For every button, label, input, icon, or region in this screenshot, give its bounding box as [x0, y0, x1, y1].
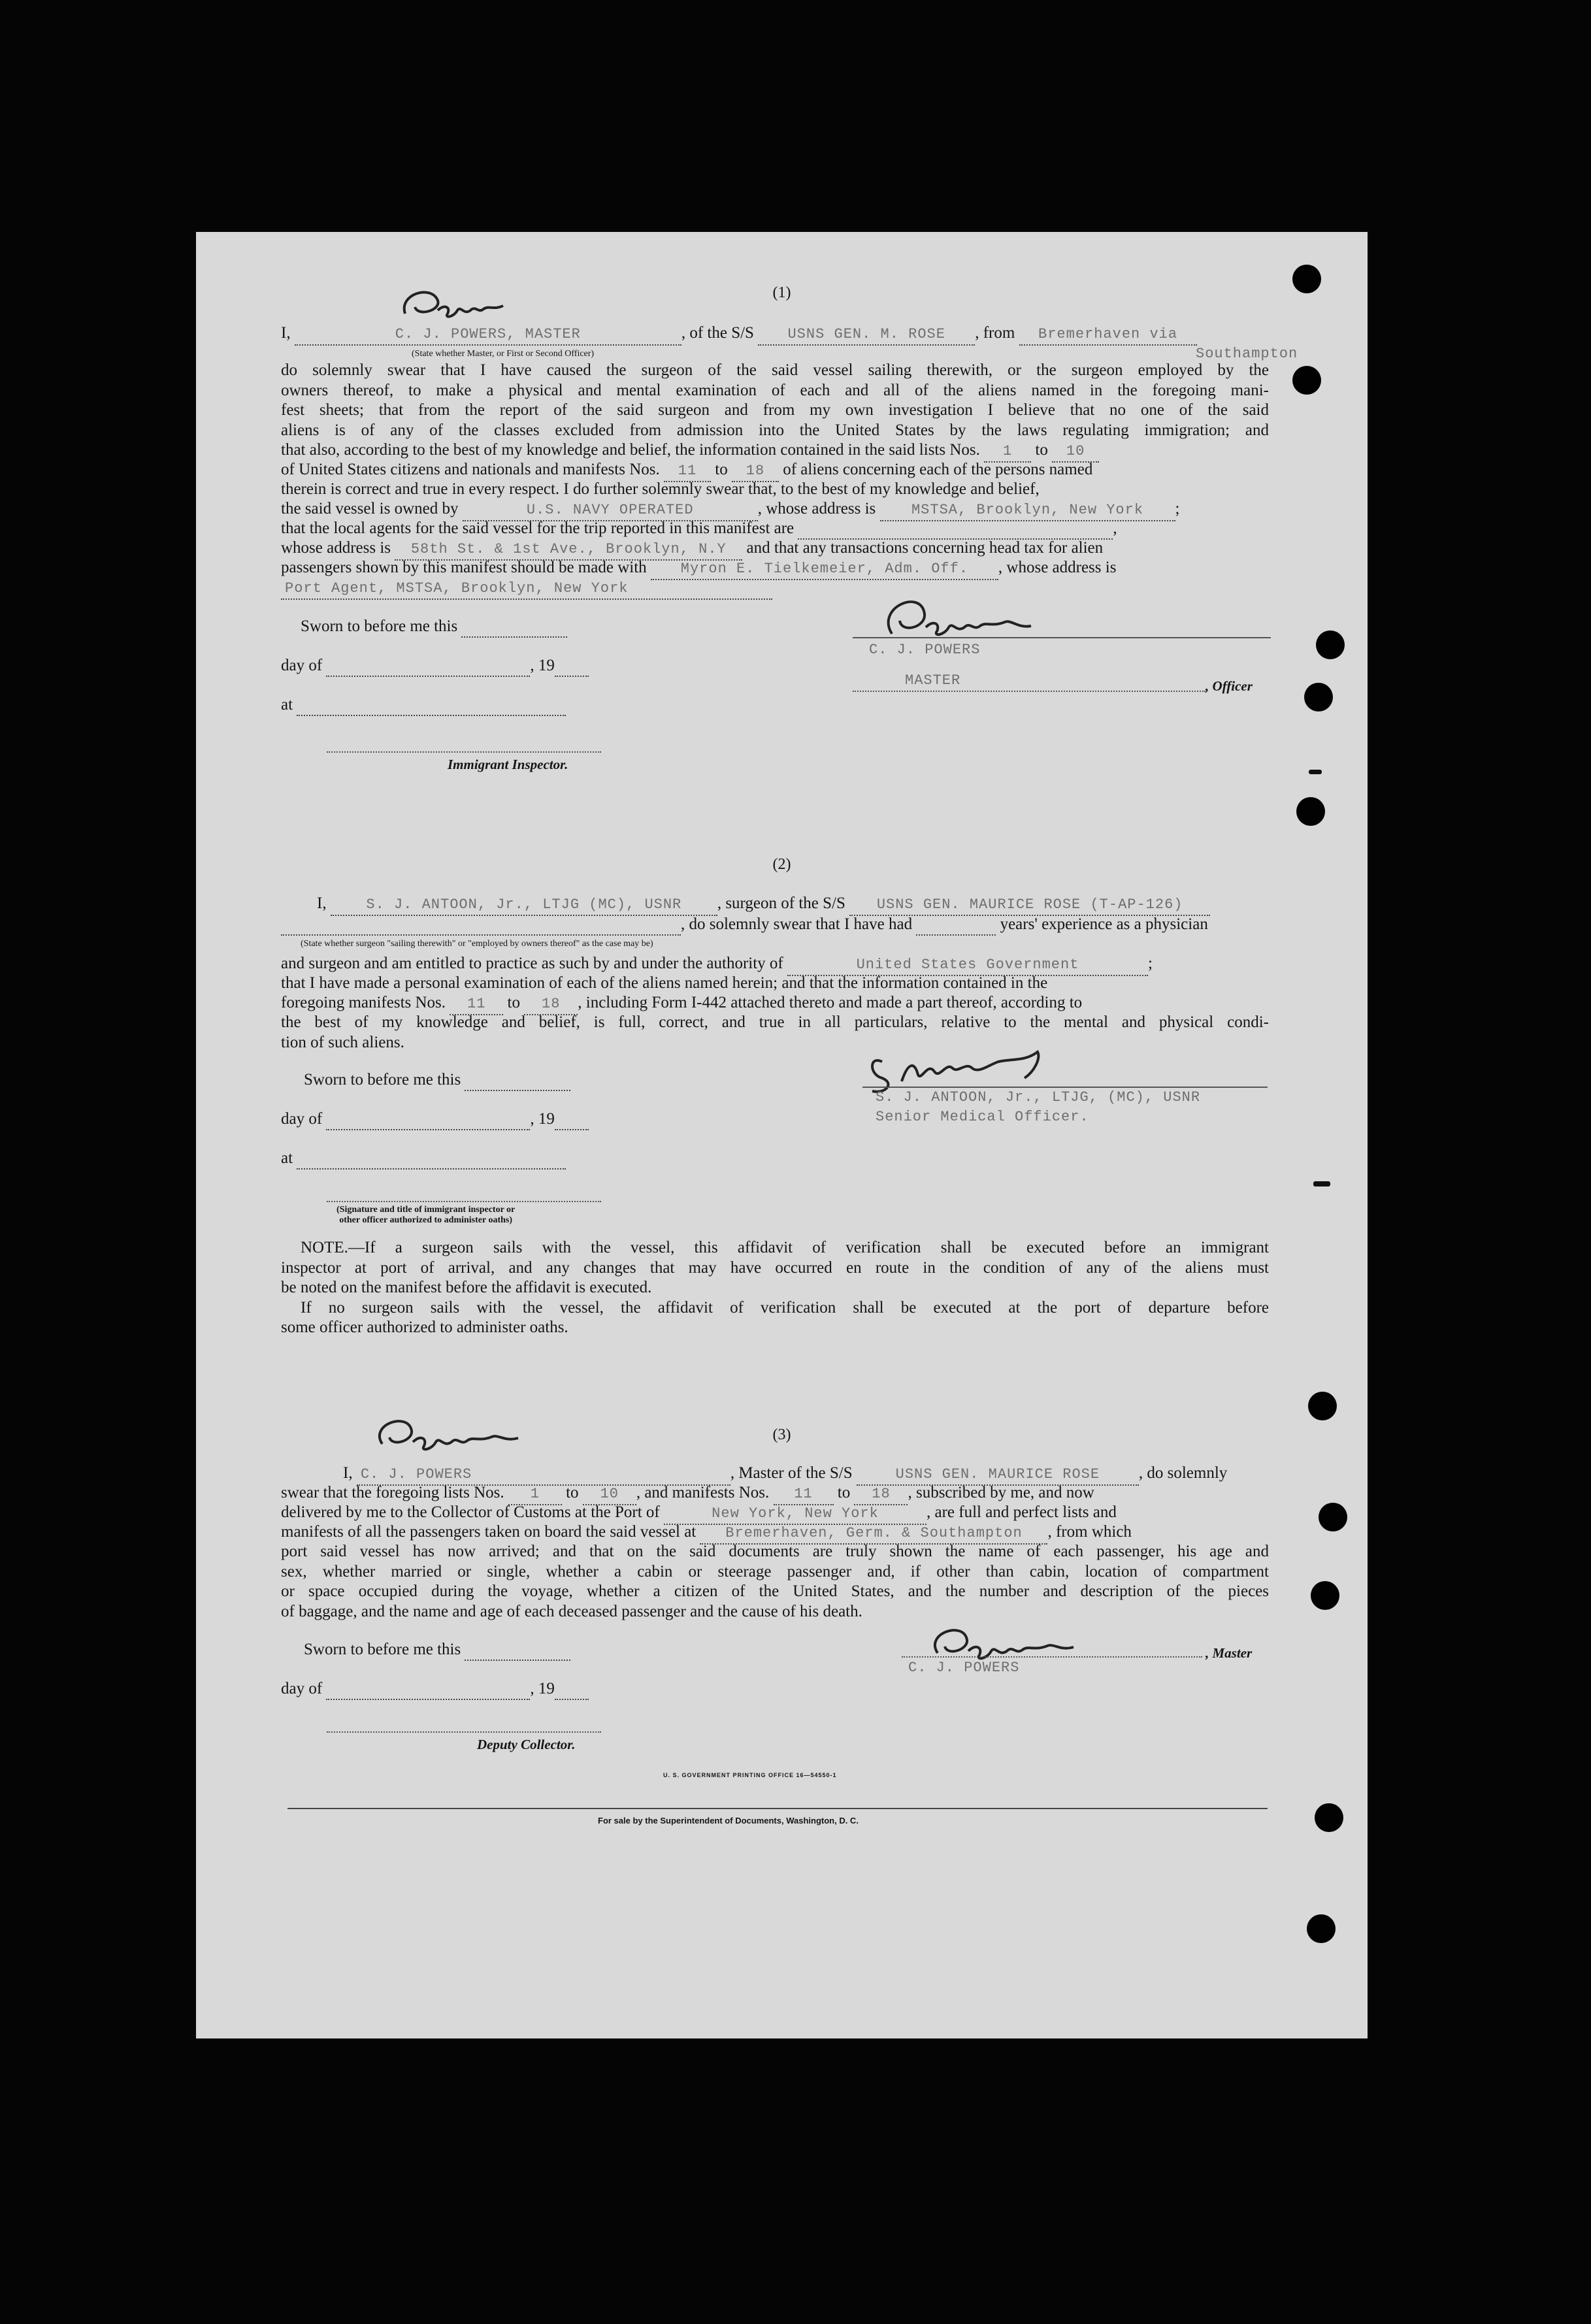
note-text: —If a surgeon sails with the vessel, this affidavit of verification shall be executed before an immigrant	[348, 1239, 1269, 1256]
lists-to-field: 10	[1052, 442, 1099, 463]
citizens-post-text: of aliens concerning each of the persons named	[783, 461, 1093, 478]
collector-signature-line	[327, 1731, 601, 1733]
officer-label: , Officer	[1206, 678, 1253, 694]
affidavit-2-body-line: that I have made a personal examination of each of the aliens named herein; and that the information contained in the	[281, 974, 1048, 992]
day-of-text: day of	[281, 657, 323, 674]
affidavit-1-sworn	[301, 617, 567, 638]
years-experience-text: years' experience as a physician	[1000, 915, 1208, 933]
affidavit-1-body	[281, 361, 1269, 440]
lists-from-field-3: 1	[508, 1484, 562, 1505]
affidavit-3-line-2	[281, 1483, 1094, 1505]
owned-text: the said vessel is owned by	[281, 500, 459, 517]
surgeon-to-word: to	[507, 994, 520, 1011]
punch-mark	[1309, 770, 1322, 774]
year-field	[555, 1109, 589, 1130]
agents-address-field: 58th St. & 1st Ave., Brooklyn, N.Y	[395, 540, 742, 561]
surgeon-of-text: , surgeon of the S/S	[717, 894, 845, 912]
affidavit-2-authority-line: and surgeon and am entitled to practice as such by and under the authority of United States Government ;	[281, 954, 1153, 976]
binder-hole	[1307, 1914, 1336, 1943]
binder-hole	[1316, 630, 1345, 659]
affidavit-2-line-2	[281, 915, 1208, 936]
master-title: MASTER	[905, 672, 961, 689]
for-sale-line: For sale by the Superintendent of Documents, Washington, D. C.	[598, 1816, 859, 1825]
footer-rule	[287, 1808, 1268, 1809]
year-prefix: 19	[538, 1110, 555, 1128]
full-perfect-text: , are full and perfect lists and	[927, 1503, 1117, 1521]
surgeon-name-field: S. J. ANTOON, Jr., LTJG (MC), USNR	[331, 895, 717, 916]
owner-field: U.S. NAVY OPERATED	[463, 500, 758, 521]
years-experience-field	[916, 915, 996, 936]
tax-person-field: Myron E. Tielkemeier, Adm. Off.	[651, 559, 998, 580]
surgeon-signed-title: Senior Medical Officer.	[876, 1109, 1089, 1125]
subscribed-text: , subscribed by me, and now	[908, 1484, 1094, 1501]
affidavit-2-foregoing-line	[281, 993, 1082, 1015]
affidavit-1-body-line: aliens is of any of the classes excluded from admission into the United States by the laws regulating immigration; and	[281, 421, 1269, 439]
day-of-text: day of	[281, 1680, 323, 1697]
foregoing-text: foregoing manifests Nos.	[281, 994, 446, 1011]
vessel-name-field-3: USNS GEN. MAURICE ROSE	[857, 1465, 1139, 1486]
year-prefix: 19	[538, 1680, 555, 1697]
note-line: be noted on the manifest before the affidavit is executed.	[281, 1279, 652, 1296]
lists-to-field-3: 10	[583, 1484, 636, 1505]
master-state-note: (State whether Master, or First or Second Officer)	[412, 349, 595, 359]
affidavit-1-from: , from	[975, 324, 1015, 342]
manifest-affidavit-page	[196, 232, 1368, 2038]
affidavit-3-number: (3)	[772, 1426, 791, 1443]
master-signed-name: C. J. POWERS	[869, 642, 981, 658]
head-tax-text: and that any transactions concerning head tax for alien	[746, 539, 1104, 557]
affidavit-1-manifests-line	[281, 460, 1092, 482]
printing-office-line: U. S. GOVERNMENT PRINTING OFFICE 16—54550-1	[663, 1772, 837, 1778]
affidavit-3-body-line: or space occupied during the voyage, whether a citizen of the United States, and the number and description of the pieces	[281, 1582, 1269, 1600]
do-solemnly-text: , do solemnly	[1138, 1464, 1228, 1482]
note-line: inspector at port of arrival, and any changes that may have occurred en route in the condition of any of the aliens must	[281, 1258, 1269, 1277]
officer-line	[853, 691, 1206, 692]
affidavit-1-agents-line: that the local agents for the said vessel for the trip reported in this manifest are ,	[281, 519, 1117, 540]
at-text: at	[281, 1149, 293, 1167]
affidavit-1-line-1	[281, 323, 1274, 346]
day-of-field	[326, 1109, 530, 1130]
year-prefix: 19	[538, 657, 555, 674]
note-para-2: If no surgeon sails with the vessel, the affidavit of verification shall be executed at the port of departure before	[301, 1298, 1269, 1317]
binder-hole	[1315, 1803, 1343, 1832]
day-of-field	[326, 656, 530, 677]
citizens-text: of United States citizens and nationals and manifests Nos.	[281, 461, 660, 478]
affidavit-1-of-the: , of the S/S	[681, 324, 754, 342]
master-name-field: C. J. POWERS, MASTER	[295, 325, 681, 346]
binder-hole	[1296, 797, 1325, 826]
manifests-text-3: , and manifests Nos.	[636, 1484, 770, 1501]
tax-post-text: , whose address is	[998, 559, 1117, 576]
affidavit-2-body-line: tion of such aliens.	[281, 1033, 404, 1051]
deputy-collector-label: Deputy Collector.	[477, 1737, 576, 1752]
affidavit-1-number: (1)	[772, 284, 791, 301]
from-which-text: , from which	[1047, 1523, 1132, 1541]
manifests-from-field-3: 11	[774, 1484, 834, 1505]
affidavit-1-i: I,	[281, 324, 291, 342]
swear-had-text: , do solemnly swear that I have had	[681, 915, 913, 933]
tax-address-field: Port Agent, MSTSA, Brooklyn, New York	[281, 579, 772, 600]
affidavit-3-body	[281, 1542, 1269, 1622]
lists-from-field: 1	[984, 442, 1031, 463]
binder-hole	[1304, 683, 1333, 712]
at-text: at	[281, 696, 293, 713]
binder-hole	[1311, 1581, 1339, 1610]
master-signature-line	[853, 637, 1271, 638]
manifests-to-field-3: 18	[854, 1484, 908, 1505]
affidavit-1-at	[281, 695, 566, 716]
affidavit-2-at	[281, 1149, 566, 1170]
at-field	[297, 695, 566, 716]
signature-note-line: (Signature and title of immigrant inspector or	[336, 1205, 516, 1215]
sworn-day-field	[465, 1640, 570, 1661]
year-field	[555, 656, 589, 677]
agents-text: that the local agents for the said vessel for the trip reported in this manifest are	[281, 519, 795, 537]
affidavit-3-body-line: of baggage, and the name and age of each deceased passenger and the cause of his death.	[281, 1602, 862, 1620]
sworn-text: Sworn to before me this	[304, 1641, 461, 1658]
immigrant-inspector-label: Immigrant Inspector.	[448, 757, 568, 772]
manifests-to-field: 18	[732, 461, 779, 482]
sworn-text: Sworn to before me this	[304, 1071, 461, 1088]
binder-hole	[1292, 366, 1321, 395]
surgeon-manifests-to-field: 18	[524, 994, 578, 1015]
master-label: , Master	[1206, 1645, 1253, 1661]
affidavit-1-address-line	[281, 538, 1103, 561]
affidavit-3-line-1	[343, 1464, 1227, 1486]
day-of-text: day of	[281, 1110, 323, 1128]
signature-note-line: other officer authorized to administer oaths)	[339, 1215, 513, 1225]
day-of-field	[326, 1679, 530, 1700]
affidavit-2-day: day of , 19	[281, 1109, 589, 1130]
year-field	[555, 1679, 589, 1700]
affidavit-1-tax-line	[281, 558, 1116, 580]
taken-on-board-text: manifests of all the passengers taken on board the said vessel at	[281, 1523, 697, 1541]
affidavit-3-line-4	[281, 1522, 1132, 1545]
surgeon-signed-name: S. J. ANTOON, Jr., LTJG, (MC), USNR	[876, 1089, 1201, 1105]
note-para-2-end: some officer authorized to administer oaths.	[281, 1318, 568, 1336]
from-port-field: Bremerhaven via	[1019, 325, 1197, 346]
swear-lists-text: swear that the foregoing lists Nos.	[281, 1484, 504, 1501]
master-name-field-3: C. J. POWERS	[357, 1465, 730, 1486]
note-label: NOTE.	[301, 1239, 348, 1256]
note-block	[281, 1238, 1269, 1338]
sworn-day-field	[465, 1070, 570, 1091]
affidavit-2-line-1	[317, 894, 1210, 916]
affidavit-1-body-line: do solemnly swear that I have caused the surgeon of the said vessel sailing therewith, or the surgeon employed by the	[281, 361, 1269, 379]
affidavit-2-sworn	[304, 1070, 570, 1091]
surgeon-state-note: (State whether surgeon "sailing therewith" or "employed by owners thereof" as the case may be)	[301, 939, 653, 949]
affidavit-2-body-end	[281, 1013, 1269, 1053]
authority-field: United States Government	[787, 955, 1148, 976]
binder-hole	[1319, 1503, 1347, 1531]
delivered-text: delivered by me to the Collector of Customs at the Port of	[281, 1503, 660, 1521]
lists-text: that also, according to the best of my knowledge and belief, the information contained in the said lists Nos.	[281, 441, 980, 459]
owner-address-field: MSTSA, Brooklyn, New York	[880, 500, 1175, 521]
affidavit-3-i: I,	[343, 1464, 353, 1482]
inspector-signature-line	[327, 751, 601, 753]
manifests-to-word: to	[715, 461, 728, 478]
signature-note	[336, 1205, 515, 1226]
affidavit-3-body-line: sex, whether married or single, whether a cabin or steerage passenger and, if other than cabin, location of compartment	[281, 1562, 1269, 1580]
affidavit-3-day: day of , 19	[281, 1679, 589, 1700]
boarding-ports-field: Bremerhaven, Germ. & Southampton	[700, 1524, 1047, 1545]
agents-field	[798, 519, 1113, 540]
officer-signature-line	[327, 1201, 601, 1202]
sworn-day-field	[461, 617, 567, 638]
affidavit-3-sworn	[304, 1640, 570, 1661]
port-field: New York, New York	[664, 1504, 927, 1525]
surgeon-status-field	[281, 915, 681, 936]
from-port-continued: Southampton	[1196, 346, 1298, 362]
affidavit-3-body-line: port said vessel has now arrived; and that on the said documents are truly shown the name of each passenger, his age and	[281, 1543, 1269, 1560]
tax-text: passengers shown by this manifest should be made with	[281, 559, 647, 576]
surgeon-vessel-field: USNS GEN. MAURICE ROSE (T-AP-126)	[849, 895, 1210, 916]
master-signature-3	[366, 1408, 549, 1460]
foregoing-post-text: , including Form I-442 attached thereto and made a part thereof, according to	[578, 994, 1083, 1011]
punch-mark	[1313, 1181, 1330, 1187]
note-first-line	[281, 1238, 1269, 1258]
master-of-text: , Master of the S/S	[730, 1464, 853, 1482]
affidavit-1-body-line: owners thereof, to make a physical and mental examination of each and all of the aliens named in the foregoing mani-	[281, 381, 1269, 399]
affidavit-1-body-line: fest sheets; that from the report of the said surgeon and from my own investigation I believe that no one of the said	[281, 401, 1269, 419]
affidavit-1-owner-line: the said vessel is owned by U.S. NAVY OPERATED , whose address is MSTSA, Brooklyn, New York ;	[281, 499, 1179, 521]
to-word: to	[837, 1484, 851, 1501]
master-signature-line-3	[902, 1656, 1202, 1658]
affidavit-2-i: I,	[317, 894, 327, 912]
lists-to-word: to	[1035, 441, 1048, 459]
at-field	[297, 1149, 566, 1170]
manifests-from-field: 11	[664, 461, 711, 482]
affidavit-1-tax-address-line	[281, 578, 772, 600]
owned-mid-text: , whose address is	[757, 500, 876, 517]
affidavit-1-lists-line	[281, 440, 1099, 463]
affidavit-1-day: day of , 19	[281, 656, 589, 677]
whose-address-text: whose address is	[281, 539, 391, 557]
authority-text: and surgeon and am entitled to practice as such by and under the authority of	[281, 955, 783, 972]
vessel-name-field: USNS GEN. M. ROSE	[758, 325, 975, 346]
binder-hole	[1308, 1392, 1337, 1420]
to-word: to	[566, 1484, 579, 1501]
affidavit-1-true-line: therein is correct and true in every respect. I do further solemnly swear that, to the best of my knowledge and belief,	[281, 480, 1040, 498]
binder-hole	[1292, 265, 1321, 293]
affidavit-3-line-3	[281, 1503, 1117, 1525]
affidavit-2-number: (2)	[772, 856, 791, 873]
affidavit-2-body-line: the best of my knowledge and belief, is full, correct, and true in all particulars, relative to the mental and physical condi-	[281, 1013, 1269, 1031]
sworn-text: Sworn to before me this	[301, 617, 458, 635]
surgeon-manifests-from-field: 11	[450, 994, 503, 1015]
master-signed-name-3: C. J. POWERS	[908, 1660, 1020, 1676]
